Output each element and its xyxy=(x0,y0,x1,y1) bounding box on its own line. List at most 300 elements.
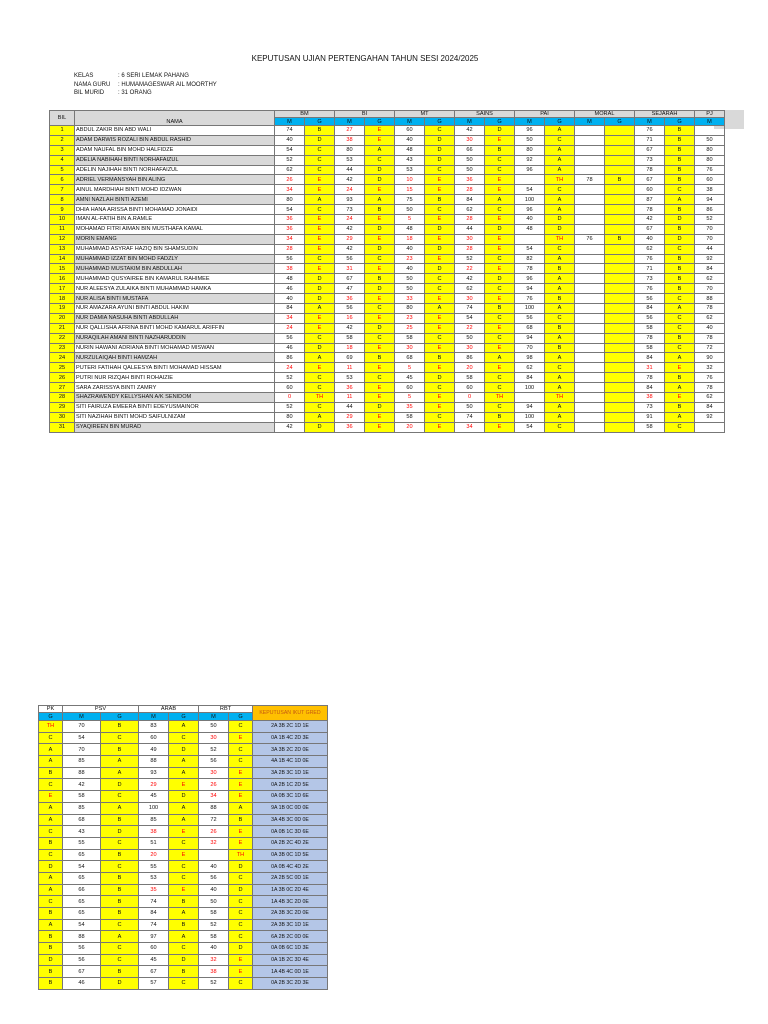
grade-sains: A xyxy=(485,195,515,205)
mark-sains: 30 xyxy=(455,135,485,145)
grade-mt: D xyxy=(425,135,455,145)
grade-pai: B xyxy=(545,323,575,333)
mark-sej: 73 xyxy=(635,274,665,284)
row-number: 27 xyxy=(50,383,75,393)
mark-pj xyxy=(695,126,725,136)
grade-rbt: C xyxy=(229,744,253,756)
grade-psv: C xyxy=(101,791,139,803)
mark-pai: 100 xyxy=(515,304,545,314)
mark-arab: 60 xyxy=(139,732,169,744)
mark-mt: 50 xyxy=(395,284,425,294)
mark-bi: 58 xyxy=(335,333,365,343)
mark-moral xyxy=(575,185,605,195)
mark-psv: 54 xyxy=(63,732,101,744)
mark-moral xyxy=(575,402,605,412)
mark-pj xyxy=(695,422,725,432)
grade-mt: E xyxy=(425,215,455,225)
grade-sej: D xyxy=(665,234,695,244)
mark-psv: 58 xyxy=(63,791,101,803)
mark-moral: 78 xyxy=(575,175,605,185)
header-g: G xyxy=(305,118,335,126)
mark-bi: 36 xyxy=(335,422,365,432)
row-number: 23 xyxy=(50,343,75,353)
mark-pai: 100 xyxy=(515,412,545,422)
grade-rbt: D xyxy=(229,943,253,955)
mark-pai: 96 xyxy=(515,274,545,284)
grade-arab: D xyxy=(169,791,199,803)
mark-sains: 66 xyxy=(455,145,485,155)
grade-summary: 9A 1B 0C 0D 0E xyxy=(253,802,328,814)
mark-bi: 44 xyxy=(335,402,365,412)
mark-sej: 78 xyxy=(635,165,665,175)
grade-bi: E xyxy=(365,393,395,403)
header-moral: MORAL xyxy=(575,111,635,118)
mark-moral xyxy=(575,323,605,333)
grade-moral xyxy=(605,422,635,432)
grade-pk: A xyxy=(39,872,63,884)
table-row xyxy=(50,264,725,274)
grade-moral xyxy=(605,155,635,165)
grade-moral xyxy=(605,363,635,373)
row-number: 21 xyxy=(50,323,75,333)
grade-summary: 0A 0B 4C 4D 2E xyxy=(253,861,328,873)
info-label: KELAS xyxy=(74,73,94,79)
mark-pj: 78 xyxy=(695,304,725,314)
table-row xyxy=(50,244,725,254)
grade-pk: A xyxy=(39,744,63,756)
row-number: 8 xyxy=(50,195,75,205)
mark-pai: 48 xyxy=(515,224,545,234)
grade-bm: A xyxy=(305,195,335,205)
grade-pk: A xyxy=(39,884,63,896)
mark-bm: 26 xyxy=(275,175,305,185)
grade-sains: C xyxy=(485,155,515,165)
grade-pai: A xyxy=(545,126,575,136)
grade-mt: E xyxy=(425,323,455,333)
mark-pai: 78 xyxy=(515,264,545,274)
table-row xyxy=(39,872,328,884)
grade-bi: B xyxy=(365,205,395,215)
grade-moral xyxy=(605,135,635,145)
mark-sej: 78 xyxy=(635,373,665,383)
mark-rbt: 58 xyxy=(199,908,229,920)
mark-mt: 58 xyxy=(395,333,425,343)
table-row xyxy=(50,373,725,383)
grade-sej: B xyxy=(665,274,695,284)
mark-bi: 69 xyxy=(335,353,365,363)
mark-moral xyxy=(575,224,605,234)
header-rbt: RBT xyxy=(199,706,253,713)
grade-mt: E xyxy=(425,343,455,353)
header-g: G xyxy=(365,118,395,126)
mark-rbt xyxy=(199,849,229,861)
mark-sej: 71 xyxy=(635,135,665,145)
grade-mt: C xyxy=(425,274,455,284)
mark-sains: 62 xyxy=(455,284,485,294)
grade-mt: E xyxy=(425,234,455,244)
table-row xyxy=(50,363,725,373)
mark-bm: 56 xyxy=(275,333,305,343)
grade-pk: B xyxy=(39,767,63,779)
row-number: 5 xyxy=(50,165,75,175)
table-row xyxy=(50,145,725,155)
info-label: NAMA GURU xyxy=(74,81,111,88)
table-row xyxy=(50,343,725,353)
mark-sej: 67 xyxy=(635,145,665,155)
mark-sains: 28 xyxy=(455,244,485,254)
grade-moral xyxy=(605,353,635,363)
mark-arab: 57 xyxy=(139,978,169,990)
grade-summary: 0A 0B 3C 1D 6E xyxy=(253,791,328,803)
grade-sains: E xyxy=(485,343,515,353)
grade-moral xyxy=(605,383,635,393)
grade-sains: C xyxy=(485,383,515,393)
grade-bi: E xyxy=(365,185,395,195)
mark-pj: 76 xyxy=(695,373,725,383)
row-number: 19 xyxy=(50,304,75,314)
table-row xyxy=(39,837,328,849)
mark-sains: 36 xyxy=(455,175,485,185)
grade-psv: B xyxy=(101,884,139,896)
mark-moral xyxy=(575,313,605,323)
mark-mt: 25 xyxy=(395,323,425,333)
mark-bm: 36 xyxy=(275,215,305,225)
mark-moral xyxy=(575,383,605,393)
grade-bi: D xyxy=(365,323,395,333)
table-row xyxy=(50,274,725,284)
mark-bm: 36 xyxy=(275,224,305,234)
grade-psv: C xyxy=(101,954,139,966)
mark-pai: 94 xyxy=(515,402,545,412)
grade-pai: C xyxy=(545,244,575,254)
mark-bi: 38 xyxy=(335,135,365,145)
grade-sej: A xyxy=(665,412,695,422)
grade-sains: C xyxy=(485,333,515,343)
grade-pk: D xyxy=(39,954,63,966)
mark-bm: 40 xyxy=(275,135,305,145)
grade-moral xyxy=(605,244,635,254)
mark-pj: 38 xyxy=(695,185,725,195)
mark-bm: 60 xyxy=(275,383,305,393)
mark-pj: 32 xyxy=(695,363,725,373)
mark-sains: 74 xyxy=(455,304,485,314)
mark-moral xyxy=(575,393,605,403)
mark-pj: 70 xyxy=(695,284,725,294)
grade-moral xyxy=(605,284,635,294)
grade-summary: 0A 2B 2C 4D 2E xyxy=(253,837,328,849)
mark-sej: 84 xyxy=(635,304,665,314)
table-row xyxy=(39,966,328,978)
mark-bi: 24 xyxy=(335,185,365,195)
grade-summary: 3A 2B 3C 1D 1E xyxy=(253,767,328,779)
grade-rbt: C xyxy=(229,721,253,733)
header-sains: SAINS xyxy=(455,111,515,118)
table-row xyxy=(50,224,725,234)
header-g: G xyxy=(229,713,253,721)
mark-mt: 53 xyxy=(395,165,425,175)
mark-arab: 35 xyxy=(139,884,169,896)
mark-bi: 31 xyxy=(335,264,365,274)
mark-pai: 54 xyxy=(515,244,545,254)
grade-pai: C xyxy=(545,313,575,323)
table-row xyxy=(50,205,725,215)
student-name: AMNI NAZLAH BINTI AZEMI xyxy=(75,195,275,205)
mark-pai: 50 xyxy=(515,135,545,145)
mark-moral xyxy=(575,274,605,284)
mark-sej: 91 xyxy=(635,412,665,422)
row-number: 7 xyxy=(50,185,75,195)
mark-sej: 62 xyxy=(635,244,665,254)
mark-pai xyxy=(515,175,545,185)
mark-sej: 87 xyxy=(635,195,665,205)
grade-rbt: D xyxy=(229,884,253,896)
header-arab: ARAB xyxy=(139,706,199,713)
grade-rbt: A xyxy=(229,802,253,814)
header-m: M xyxy=(199,713,229,721)
grade-pai: B xyxy=(545,343,575,353)
header-g: G xyxy=(169,713,199,721)
mark-mt: 5 xyxy=(395,393,425,403)
grade-mt: C xyxy=(425,205,455,215)
mark-bm: 74 xyxy=(275,126,305,136)
grade-sains: E xyxy=(485,323,515,333)
table-row xyxy=(50,383,725,393)
grade-bi: B xyxy=(365,274,395,284)
mark-mt: 50 xyxy=(395,274,425,284)
grade-summary: 1A 4B 3C 2D 0E xyxy=(253,896,328,908)
mark-sains: 22 xyxy=(455,264,485,274)
mark-arab: 55 xyxy=(139,861,169,873)
grade-sains: C xyxy=(485,254,515,264)
mark-psv: 88 xyxy=(63,767,101,779)
header-m: M xyxy=(575,118,605,126)
info-label: BIL MURID xyxy=(74,90,105,97)
grade-psv: B xyxy=(101,721,139,733)
mark-rbt: 40 xyxy=(199,943,229,955)
mark-moral xyxy=(575,195,605,205)
mark-pj: 62 xyxy=(695,313,725,323)
mark-arab: 97 xyxy=(139,931,169,943)
mark-pj: 80 xyxy=(695,155,725,165)
mark-mt: 58 xyxy=(395,412,425,422)
table-row xyxy=(50,135,725,145)
grade-moral xyxy=(605,333,635,343)
header-m: M xyxy=(695,118,725,126)
mark-bm: 52 xyxy=(275,402,305,412)
table-row xyxy=(50,185,725,195)
mark-moral xyxy=(575,333,605,343)
grade-rbt: E xyxy=(229,954,253,966)
mark-sej: 58 xyxy=(635,422,665,432)
grade-sains: E xyxy=(485,244,515,254)
grade-sej: B xyxy=(665,373,695,383)
mark-sains: 42 xyxy=(455,126,485,136)
mark-sains: 22 xyxy=(455,323,485,333)
mark-psv: 66 xyxy=(63,884,101,896)
mark-mt: 20 xyxy=(395,422,425,432)
grade-mt: A xyxy=(425,304,455,314)
table-row xyxy=(39,978,328,990)
mark-pai xyxy=(515,234,545,244)
grade-mt: E xyxy=(425,363,455,373)
header-m: M xyxy=(395,118,425,126)
student-name: MUHAMMAD ASYRAF HAZIQ BIN SHAMSUDIN xyxy=(75,244,275,254)
mark-arab: 85 xyxy=(139,814,169,826)
grade-bi: C xyxy=(365,373,395,383)
grade-mt: B xyxy=(425,353,455,363)
grade-rbt: E xyxy=(229,732,253,744)
grade-moral xyxy=(605,373,635,383)
mark-pai: 82 xyxy=(515,254,545,264)
row-number: 17 xyxy=(50,284,75,294)
grade-mt: E xyxy=(425,254,455,264)
grade-bi: C xyxy=(365,333,395,343)
table-row xyxy=(50,412,725,422)
grade-summary: 2A 3B 3C 2D 0E xyxy=(253,908,328,920)
table-row xyxy=(39,884,328,896)
grade-sej: B xyxy=(665,333,695,343)
grade-arab: E xyxy=(169,779,199,791)
grade-rbt: E xyxy=(229,966,253,978)
grade-pai: A xyxy=(545,383,575,393)
mark-bm: 62 xyxy=(275,165,305,175)
mark-pj: 92 xyxy=(695,254,725,264)
mark-mt: 30 xyxy=(395,343,425,353)
grade-summary: 0A 2B 3C 2D 3E xyxy=(253,978,328,990)
grade-pai: A xyxy=(545,165,575,175)
grade-pai: C xyxy=(545,422,575,432)
grade-pai: C xyxy=(545,135,575,145)
grade-sej: C xyxy=(665,343,695,353)
grade-sej: D xyxy=(665,215,695,225)
grade-moral xyxy=(605,264,635,274)
grade-pai: A xyxy=(545,205,575,215)
mark-rbt: 30 xyxy=(199,732,229,744)
grade-pk: C xyxy=(39,779,63,791)
grade-pai: D xyxy=(545,215,575,225)
grade-bi: E xyxy=(365,294,395,304)
grade-rbt: C xyxy=(229,872,253,884)
grade-bi: A xyxy=(365,145,395,155)
grade-bi: C xyxy=(365,155,395,165)
mark-mt: 5 xyxy=(395,363,425,373)
mark-sej: 58 xyxy=(635,343,665,353)
student-name: NURIN HAWANI ADRIANA BINTI MOHAMAD MISWAN xyxy=(75,343,275,353)
row-number: 25 xyxy=(50,363,75,373)
grade-rbt: TH xyxy=(229,849,253,861)
mark-sains: 52 xyxy=(455,254,485,264)
mark-sej: 58 xyxy=(635,323,665,333)
mark-rbt: 72 xyxy=(199,814,229,826)
grade-pai: TH xyxy=(545,393,575,403)
table-row xyxy=(39,791,328,803)
grade-bm: C xyxy=(305,165,335,175)
grade-bm: D xyxy=(305,294,335,304)
grade-moral xyxy=(605,313,635,323)
mark-bm: 52 xyxy=(275,373,305,383)
mark-rbt: 26 xyxy=(199,826,229,838)
row-number: 12 xyxy=(50,234,75,244)
header-m: M xyxy=(275,118,305,126)
grade-pk: A xyxy=(39,814,63,826)
grade-arab: E xyxy=(169,884,199,896)
mark-sej: 56 xyxy=(635,294,665,304)
grade-moral xyxy=(605,165,635,175)
grade-pk: A xyxy=(39,919,63,931)
grade-mt: C xyxy=(425,284,455,294)
row-number: 2 xyxy=(50,135,75,145)
grade-pk: B xyxy=(39,978,63,990)
row-number: 22 xyxy=(50,333,75,343)
grade-sej: B xyxy=(665,402,695,412)
mark-moral xyxy=(575,373,605,383)
mark-bi: 56 xyxy=(335,304,365,314)
mark-sains: 84 xyxy=(455,195,485,205)
grade-moral: B xyxy=(605,175,635,185)
mark-moral xyxy=(575,145,605,155)
mark-bi: 36 xyxy=(335,294,365,304)
grade-pai: C xyxy=(545,363,575,373)
mark-mt: 15 xyxy=(395,185,425,195)
header-g: G xyxy=(425,118,455,126)
mark-sains: 50 xyxy=(455,402,485,412)
info-guru xyxy=(74,81,217,90)
mark-bm: 28 xyxy=(275,244,305,254)
mark-psv: 42 xyxy=(63,779,101,791)
mark-mt: 48 xyxy=(395,145,425,155)
mark-bm: 42 xyxy=(275,422,305,432)
grade-pai: TH xyxy=(545,234,575,244)
row-number: 1 xyxy=(50,126,75,136)
mark-sej: 76 xyxy=(635,254,665,264)
mark-psv: 43 xyxy=(63,826,101,838)
row-number: 30 xyxy=(50,412,75,422)
student-name: ADELIN NAJIHAH BINTI NORHAFAIZUL xyxy=(75,165,275,175)
mark-sej: 73 xyxy=(635,155,665,165)
grade-moral xyxy=(605,195,635,205)
grade-mt: E xyxy=(425,313,455,323)
grade-bm: A xyxy=(305,412,335,422)
grade-sej: B xyxy=(665,284,695,294)
mark-sej: 40 xyxy=(635,234,665,244)
table-row xyxy=(50,195,725,205)
mark-pj: 52 xyxy=(695,215,725,225)
grade-arab: A xyxy=(169,756,199,768)
grade-bi: D xyxy=(365,165,395,175)
mark-pj: 92 xyxy=(695,412,725,422)
grade-rbt: E xyxy=(229,779,253,791)
mark-bi: 18 xyxy=(335,343,365,353)
mark-sains: 62 xyxy=(455,205,485,215)
mark-rbt: 32 xyxy=(199,954,229,966)
mark-rbt: 52 xyxy=(199,978,229,990)
grade-pk: C xyxy=(39,849,63,861)
class-info xyxy=(74,72,217,98)
grade-sains: E xyxy=(485,215,515,225)
grade-moral xyxy=(605,412,635,422)
grade-bm: C xyxy=(305,155,335,165)
grade-mt: D xyxy=(425,244,455,254)
mark-bm: 34 xyxy=(275,234,305,244)
grade-summary: 0A 1B 2C 3D 4E xyxy=(253,954,328,966)
grade-moral xyxy=(605,304,635,314)
grade-pai: D xyxy=(545,224,575,234)
mark-pai: 98 xyxy=(515,353,545,363)
mark-mt: 40 xyxy=(395,244,425,254)
grade-sains: E xyxy=(485,234,515,244)
grade-sej: C xyxy=(665,313,695,323)
header-m: M xyxy=(335,118,365,126)
